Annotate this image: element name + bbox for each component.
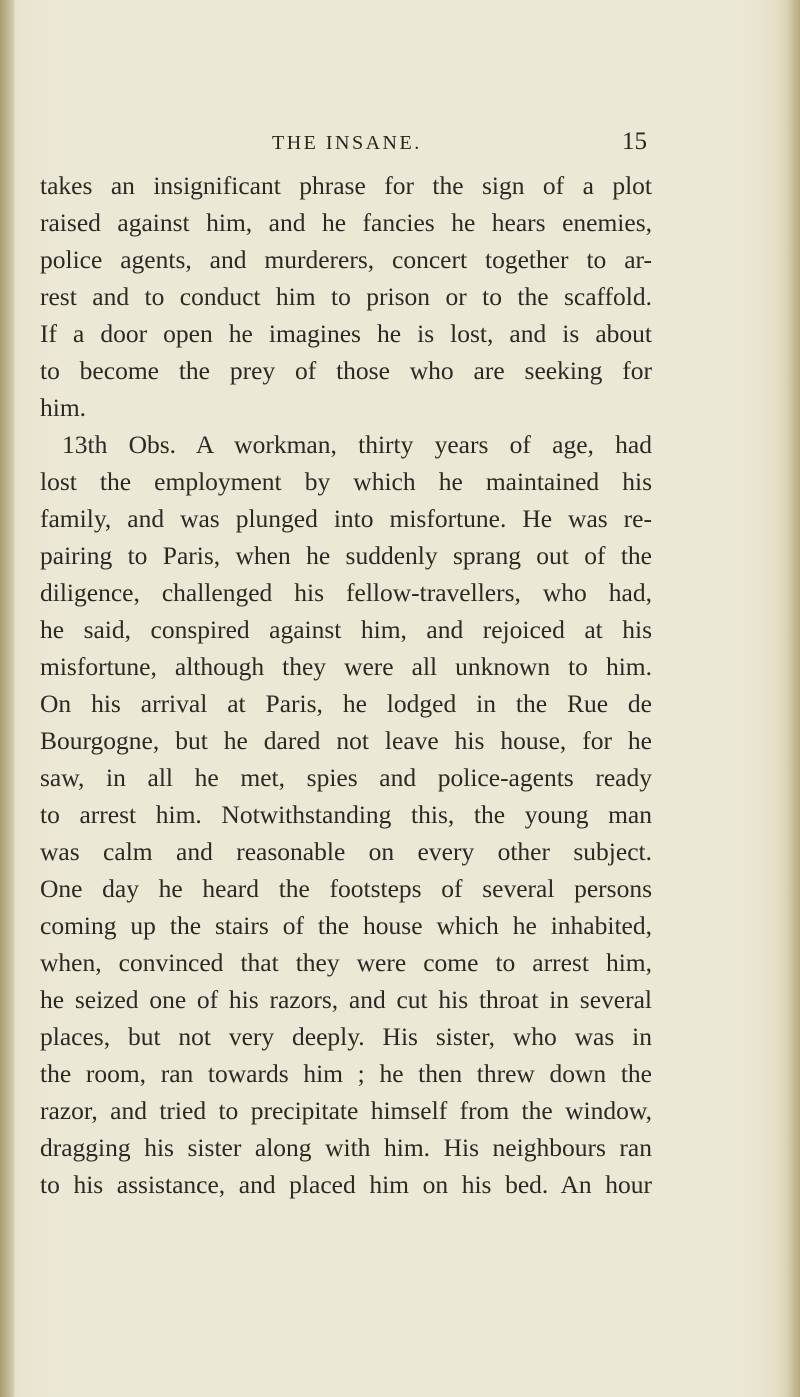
text-line: lost the employment by which he maintained his [40,467,652,496]
text-line: takes an insignificant phrase for the sign of a plot [40,171,652,200]
text-line: he seized one of his razors, and cut his throat in several [40,985,652,1014]
text-line: misfortune, although they were all unknown to him. [40,652,652,681]
text-line: dragging his sister along with him. His neighbours ran [40,1133,652,1162]
text-line: pairing to Paris, when he suddenly sprang out of the [40,541,652,570]
text-line: diligence, challenged his fellow-travellers, who had, [40,578,652,607]
text-line: razor, and tried to precipitate himself from the window, [40,1096,652,1125]
text-line: If a door open he imagines he is lost, and is about [40,319,652,348]
page-number: 15 [622,128,647,155]
text-line: to arrest him. Notwithstanding this, the young man [40,800,652,829]
text-line: One day he heard the footsteps of several persons [40,874,652,903]
text-line: saw, in all he met, spies and police-agents ready [40,763,652,792]
text-line: police agents, and murderers, concert together to ar- [40,245,652,274]
text-line: to become the prey of those who are seeking for [40,356,652,385]
text-line: Bourgogne, but he dared not leave his house, for he [40,726,652,755]
text-line: to his assistance, and placed him on his bed. An hour [40,1170,652,1199]
page-header [0,122,800,162]
text-line: when, convinced that they were come to arrest him, [40,948,652,977]
text-line: the room, ran towards him ; he then threw down the [40,1059,652,1088]
page-fore-edge [786,0,800,1397]
body-text [40,167,652,1203]
text-line: rest and to conduct him to prison or to the scaffold. [40,282,652,311]
text-line: On his arrival at Paris, he lodged in the Rue de [40,689,652,718]
observation-heading-line: 13th Obs. A workman, thirty years of age, had [62,430,652,459]
running-head: THE INSANE. [272,132,422,154]
text-line: he said, conspired against him, and rejoiced at his [40,615,652,644]
text-line: raised against him, and he fancies he hears enemies, [40,208,652,237]
text-line: was calm and reasonable on every other subject. [40,837,652,866]
text-line: family, and was plunged into misfortune. He was re- [40,504,652,533]
text-line: coming up the stairs of the house which he inhabited, [40,911,652,940]
text-line: places, but not very deeply. His sister, who was in [40,1022,652,1051]
text-line: him. [40,393,87,422]
page-binding-edge [0,0,14,1397]
